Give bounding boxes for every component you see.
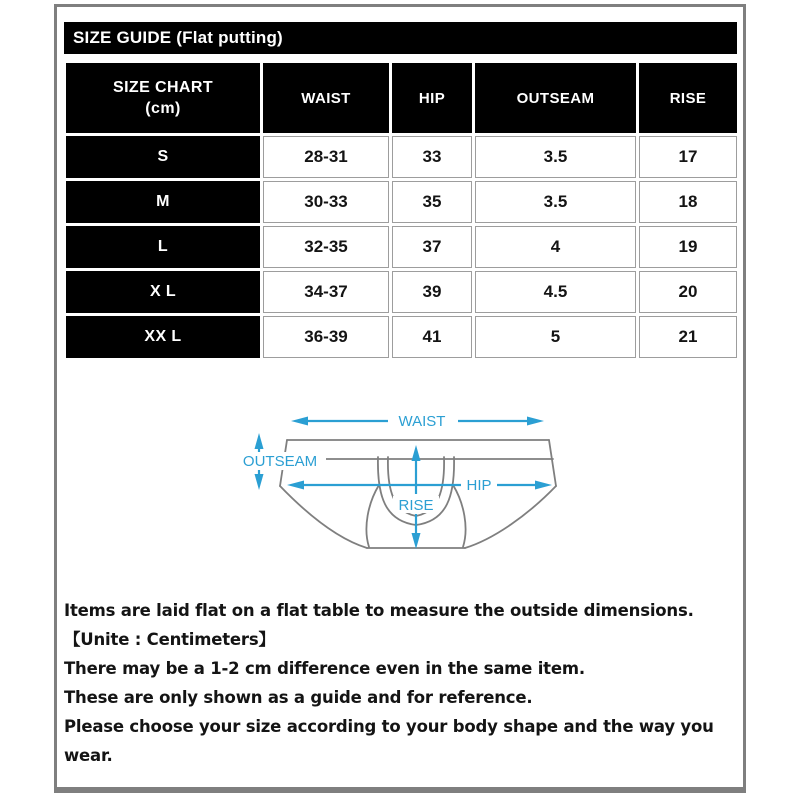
- size-label: XX L: [66, 316, 260, 358]
- hip-arrow: [287, 481, 552, 490]
- header-size-chart: [66, 63, 260, 133]
- size-guide-title: SIZE GUIDE (Flat putting): [64, 22, 737, 54]
- waist-value: 30-33: [263, 181, 389, 223]
- waist-value: 36-39: [263, 316, 389, 358]
- outseam-value: 4: [475, 226, 636, 268]
- rise-value: 18: [639, 181, 737, 223]
- table-row: [66, 271, 737, 313]
- waist-value: 34-37: [263, 271, 389, 313]
- note-line: Please choose your size according to your body shape and the way you wear.: [64, 717, 714, 765]
- waist-label: WAIST: [398, 413, 446, 430]
- rise-value: 20: [639, 271, 737, 313]
- hip-value: 37: [392, 226, 472, 268]
- waist-value: 32-35: [263, 226, 389, 268]
- header-outseam: OUTSEAM: [475, 63, 636, 133]
- note-line: There may be a 1-2 cm difference even in the same item.: [64, 659, 585, 678]
- size-label: S: [66, 136, 260, 178]
- table-row: [66, 226, 737, 268]
- table-row: [66, 181, 737, 223]
- size-label: X L: [66, 271, 260, 313]
- outseam-value: 4.5: [475, 271, 636, 313]
- hip-value: 33: [392, 136, 472, 178]
- note-line: 【Unite : Centimeters】: [64, 630, 275, 649]
- hip-value: 35: [392, 181, 472, 223]
- hip-value: 41: [392, 316, 472, 358]
- outseam-value: 3.5: [475, 136, 636, 178]
- note-line: Items are laid flat on a flat table to measure the outside dimensions.: [64, 601, 694, 620]
- header-hip: HIP: [392, 63, 472, 133]
- table-row: [66, 316, 737, 358]
- rise-label: RISE: [398, 497, 434, 514]
- outseam-value: 5: [475, 316, 636, 358]
- header-size-chart-line2: (cm): [145, 100, 181, 117]
- rise-value: 21: [639, 316, 737, 358]
- header-rise: RISE: [639, 63, 737, 133]
- measurement-notes: [64, 596, 722, 770]
- size-label: M: [66, 181, 260, 223]
- size-label: L: [66, 226, 260, 268]
- outseam-label: OUTSEAM: [242, 453, 318, 470]
- hip-label: HIP: [466, 477, 492, 494]
- rise-value: 19: [639, 226, 737, 268]
- measurement-diagram: [230, 393, 570, 575]
- waist-value: 28-31: [263, 136, 389, 178]
- outseam-value: 3.5: [475, 181, 636, 223]
- table-row: [66, 136, 737, 178]
- table-header-row: [66, 63, 737, 133]
- hip-value: 39: [392, 271, 472, 313]
- note-line: These are only shown as a guide and for reference.: [64, 688, 533, 707]
- rise-value: 17: [639, 136, 737, 178]
- size-chart-table: [63, 60, 740, 361]
- measure-arrows: [255, 417, 553, 550]
- header-waist: WAIST: [263, 63, 389, 133]
- header-size-chart-line1: SIZE CHART: [113, 79, 213, 96]
